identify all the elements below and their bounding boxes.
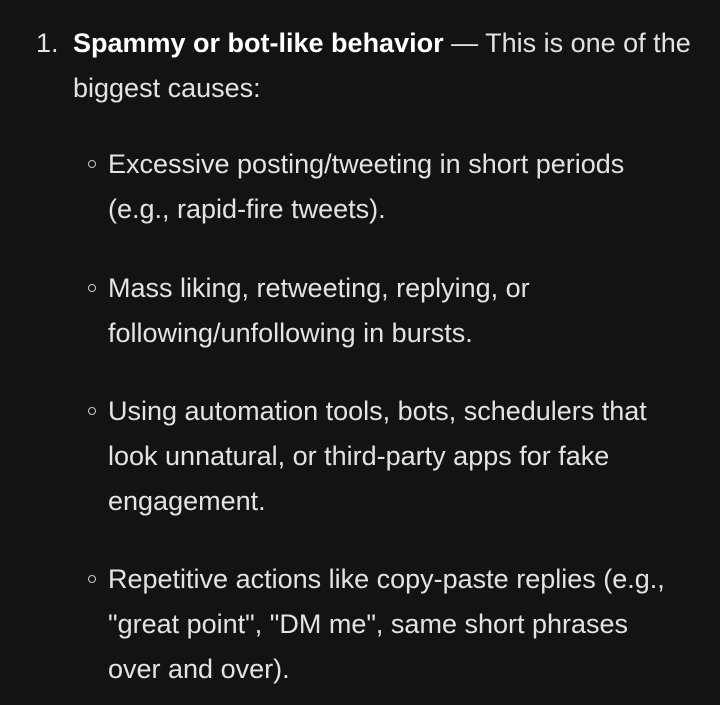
lead-description: — This is one of the biggest causes:: [73, 28, 691, 103]
sub-list-item-text: Using automation tools, bots, schedulers that look unnatural, or third-party apps for fake engagement.: [108, 396, 647, 516]
sub-list-item-text: Mass liking, retweeting, replying, or following/unfollowing in bursts.: [108, 273, 530, 348]
bold-heading: Spammy or bot-like behavior: [73, 28, 444, 58]
list-item-text: [73, 21, 693, 111]
sub-list-item: [88, 557, 688, 692]
sub-list-item: [88, 389, 688, 524]
hollow-bullet-icon: [88, 575, 96, 583]
sub-list-item-text: Repetitive actions like copy-paste replies (e.g., "great point", "DM me", same short phrases over and over).: [108, 564, 665, 684]
sub-list-item: [88, 266, 688, 356]
list-number: 1.: [36, 28, 59, 58]
hollow-bullet-icon: [88, 284, 96, 292]
hollow-bullet-icon: [88, 407, 96, 415]
hollow-bullet-icon: [88, 160, 96, 168]
list-item: [36, 21, 696, 111]
sub-list-item: [88, 142, 688, 232]
sub-list-item-text: Excessive posting/tweeting in short periods (e.g., rapid-fire tweets).: [108, 149, 625, 224]
